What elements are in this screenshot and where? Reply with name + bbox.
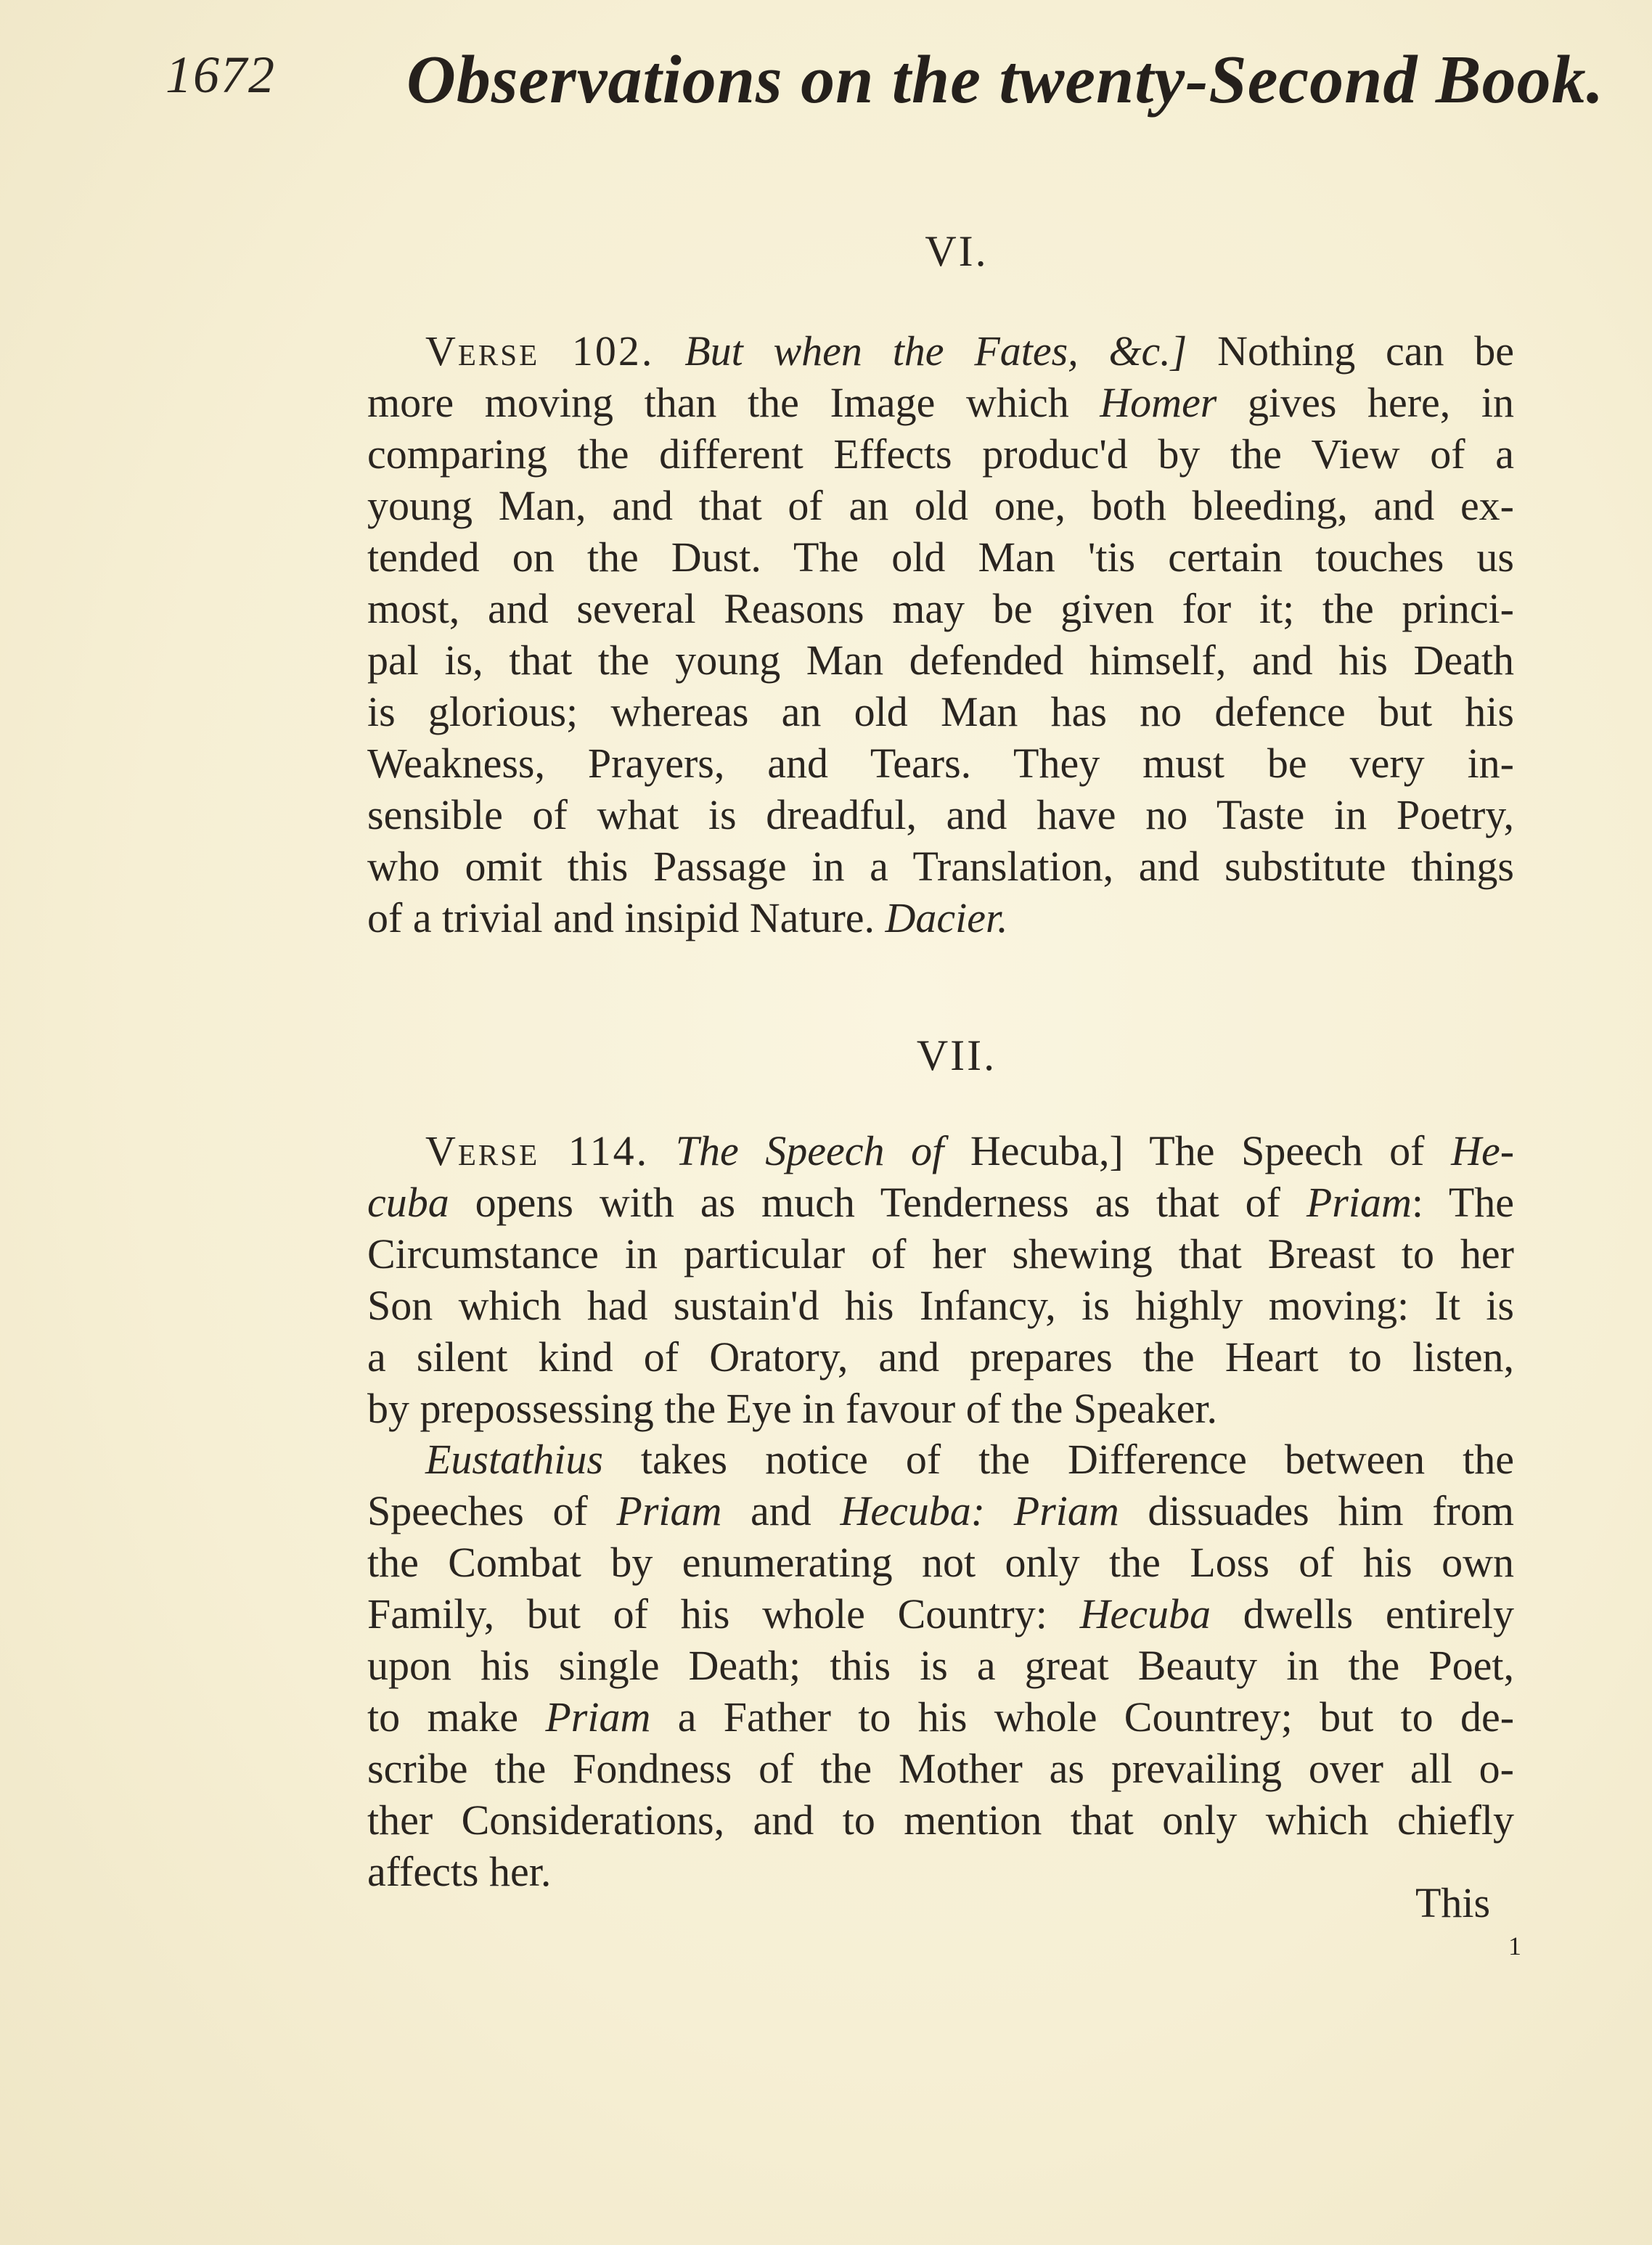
text-line: tended on the Dust. The old Man 'tis certain touches us [367,533,1514,581]
text-run: dwells entirely [1210,1590,1514,1637]
text-run: and [721,1487,841,1534]
running-head [145,42,1605,125]
text-run: opens with as much Tenderness as that of [449,1179,1307,1226]
author-name: Eustathius [425,1436,603,1483]
verse-reference: Verse 102. [425,327,655,375]
text-line: scribe the Fondness of the Mother as prevailing over all o- [367,1745,1514,1792]
text-run: takes notice of the Difference between the [602,1436,1514,1483]
text-run-italic: Priam [616,1487,722,1534]
text-run: a Father to his whole Countrey; but to de- [650,1693,1515,1741]
text-run: to make [367,1693,546,1741]
source-attribution: Dacier. [885,894,1008,941]
text-run: of a trivial and insipid Nature. [367,894,886,941]
text-line: is glorious; whereas an old Man has no defence but his [367,688,1514,735]
text-line: pal is, that the young Man defended himself, and his Death [367,637,1514,684]
text-line [367,1588,1514,1640]
text-line: sensible of what is dreadful, and have no Taste in Poetry, [367,791,1514,838]
text-line: a silent kind of Oratory, and prepares the Heart to listen, [367,1333,1514,1381]
section-heading-vi: VI. [925,227,989,275]
section-vii-paragraph-1 [367,1125,1514,1434]
text-run-italic: He- [1451,1127,1515,1174]
section-heading-vii: VII. [916,1031,997,1079]
text-line: affects her. [367,1848,552,1895]
text-line [367,1434,1514,1485]
text-line [367,892,1514,944]
page-number: 1672 [165,46,276,104]
text-line: ther Considerations, and to mention that only which chiefly [367,1796,1514,1844]
section-vii-paragraph-2 [367,1434,1514,1897]
text-line: most, and several Reasons may be given for it; the princi- [367,585,1514,632]
text-run-italic: Hecuba [1079,1590,1211,1637]
text-run: Nothing can be [1187,327,1515,375]
text-run-italic: Priam [1306,1179,1412,1226]
text-run: dissuades him from [1119,1487,1514,1534]
text-line [367,1177,1514,1228]
text-line: upon his single Death; this is a great Beauty in the Poet, [367,1642,1514,1689]
text-line [367,377,1514,428]
text-run: : The [1411,1179,1514,1226]
text-run: Family, but of his whole Country: [367,1590,1080,1637]
text-run: gives here, in [1216,379,1514,426]
text-run: Hecuba,] The Speech of [944,1127,1452,1174]
author-name: Homer [1100,379,1217,426]
catchword: This [1415,1879,1491,1926]
text-run: more moving than the Image which [367,379,1100,426]
lemma: But when the Fates, &c.] [684,327,1187,375]
text-line [367,1691,1514,1743]
text-line [367,1485,1514,1537]
text-line: who omit this Passage in a Translation, and substitute things [367,843,1514,890]
text-line: Son which had sustain'd his Infancy, is highly moving: It is [367,1282,1514,1329]
lemma: The Speech of [675,1127,944,1174]
verse-reference: Verse 114. [425,1127,650,1174]
text-run-italic: Priam [545,1693,651,1741]
text-run-italic: Hecuba: Priam [840,1487,1119,1534]
signature-mark: 1 [1508,1931,1521,1960]
text-run: Speeches of [367,1487,617,1534]
text-line [367,1125,1514,1177]
text-line [367,325,1514,377]
text-line: young Man, and that of an old one, both bleeding, and ex- [367,482,1514,529]
text-line: comparing the different Effects produc'd by the View of a [367,430,1514,478]
running-title: Observations on the twenty-Second Book. [406,42,1605,118]
section-vi-paragraph [367,325,1514,944]
text-line: Weakness, Prayers, and Tears. They must be very in- [367,740,1514,787]
text-line: the Combat by enumerating not only the Loss of his own [367,1539,1514,1586]
text-line: by prepossessing the Eye in favour of the Speaker. [367,1385,1217,1432]
text-line: Circumstance in particular of her shewing that Breast to her [367,1230,1514,1277]
text-run-italic: cuba [367,1179,449,1226]
